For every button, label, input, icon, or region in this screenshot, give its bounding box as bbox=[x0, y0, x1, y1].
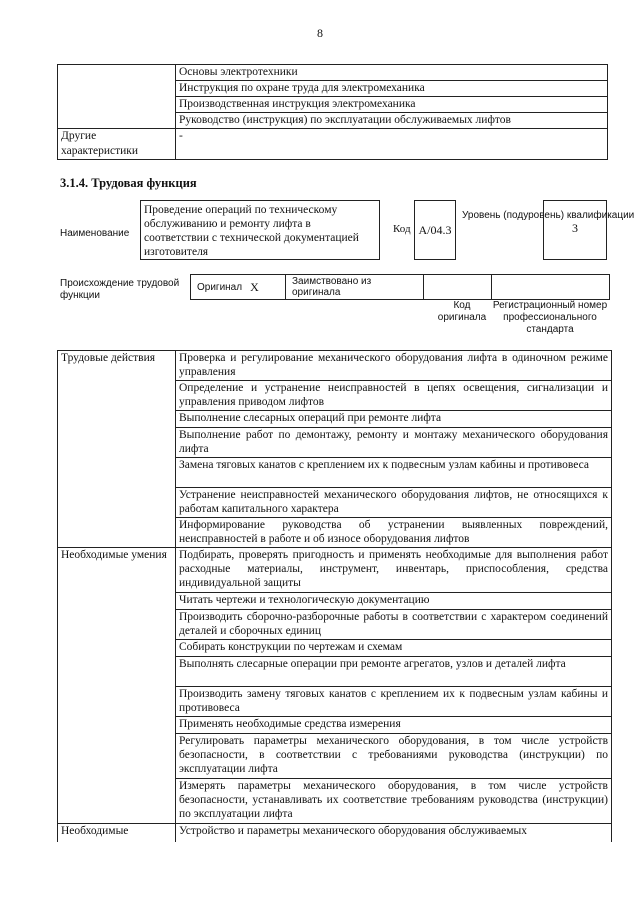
skill-item: Измерять параметры механического оборудования, в том числе устройств безопасности, устанавливать их соответствие требованиям руководства (инструкции) по эксплуатации лифта bbox=[176, 779, 612, 824]
origin-label: Происхождение трудовой функции bbox=[60, 278, 180, 301]
other-characteristics-label: Другие характеристики bbox=[58, 129, 176, 160]
function-code-box: A/04.3 bbox=[414, 200, 456, 260]
labor-action-item: Замена тяговых канатов с креплением их к подвесным узлам кабины и противовеса bbox=[176, 458, 612, 488]
function-name-box: Проведение операций по техническому обслуживанию и ремонту лифта в соответствии с технической документацией изготовителя bbox=[140, 200, 380, 260]
original-code-caption: Код оригинала bbox=[437, 300, 487, 323]
requirement-item: Основы электротехники bbox=[176, 65, 608, 81]
requirement-item: Производственная инструкция электромеханика bbox=[176, 97, 608, 113]
labor-action-item: Устранение неисправностей механического оборудования лифтов, не относящихся к работам капитального характера bbox=[176, 488, 612, 518]
requirement-item: Руководство (инструкция) по эксплуатации обслуживаемых лифтов bbox=[176, 113, 608, 129]
page-number: 8 bbox=[317, 26, 323, 40]
requirements-continuation-table bbox=[57, 64, 608, 160]
skill-item: Собирать конструкции по чертежам и схемам bbox=[176, 640, 612, 657]
knowledge-label: Необходимые bbox=[58, 824, 176, 842]
code-label: Код bbox=[393, 223, 411, 235]
knowledge-item: Устройство и параметры механического оборудования обслуживаемых bbox=[176, 824, 612, 842]
requirement-item: Инструкция по охране труда для электромеханика bbox=[176, 81, 608, 97]
table-row bbox=[58, 824, 612, 842]
table-row bbox=[58, 129, 608, 160]
labor-action-item: Выполнение работ по демонтажу, ремонту и монтажу механического оборудования лифта bbox=[176, 428, 612, 458]
borrowed-cell: Заимствовано из оригинала bbox=[286, 274, 424, 300]
skill-item: Производить сборочно-разборочные работы в соответствии с характером соединений деталей и сборочных единиц bbox=[176, 610, 612, 640]
skill-item: Читать чертежи и технологическую документацию bbox=[176, 593, 612, 610]
skill-item: Подбирать, проверять пригодность и применять необходимые для выполнения работ расходные материалы, инструмент, инвентарь, приспособления, средства индивидуальной защиты bbox=[176, 548, 612, 593]
registration-number-cell bbox=[492, 274, 610, 300]
labor-function-table bbox=[57, 350, 612, 842]
registration-number-caption: Регистрационный номер профессионального стандарта bbox=[492, 300, 608, 335]
labor-action-item: Проверка и регулирование механического оборудования лифта в одиночном режиме управления bbox=[176, 351, 612, 381]
qualification-level-box: 3 bbox=[543, 200, 607, 260]
origin-row bbox=[190, 274, 610, 300]
skill-item: Выполнять слесарные операции при ремонте агрегатов, узлов и деталей лифта bbox=[176, 657, 612, 687]
table-row bbox=[58, 548, 612, 593]
skill-item: Применять необходимые средства измерения bbox=[176, 717, 612, 734]
section-heading: 3.1.4. Трудовая функция bbox=[60, 176, 197, 190]
labor-action-item: Информирование руководства об устранении выявленных повреждений, неисправностей в работе и об износе оборудования лифтов bbox=[176, 518, 612, 548]
skills-label: Необходимые умения bbox=[58, 548, 176, 824]
original-mark: X bbox=[250, 279, 259, 294]
name-label: Наименование bbox=[60, 228, 130, 239]
table-row bbox=[58, 351, 612, 381]
skill-item: Регулировать параметры механического оборудования, в том числе устройств безопасности, в соответствии с требованиями руководства (инструкции) по эксплуатации лифта bbox=[176, 734, 612, 779]
labor-action-item: Выполнение слесарных операций при ремонте лифта bbox=[176, 411, 612, 428]
qualification-level-label: Уровень (подуровень) квалификации bbox=[462, 210, 635, 221]
table-row bbox=[58, 65, 608, 81]
original-label: Оригинал bbox=[197, 281, 243, 293]
labor-actions-label: Трудовые действия bbox=[58, 351, 176, 548]
labor-action-item: Определение и устранение неисправностей в цепях освещения, сигнализации и управления приводом лифтов bbox=[176, 381, 612, 411]
empty-category-cell bbox=[58, 65, 176, 129]
original-code-cell bbox=[424, 274, 492, 300]
original-cell bbox=[190, 274, 286, 300]
skill-item: Производить замену тяговых канатов с креплением их к подвесным узлам кабины и противовеса bbox=[176, 687, 612, 717]
other-characteristics-value: - bbox=[176, 129, 608, 160]
